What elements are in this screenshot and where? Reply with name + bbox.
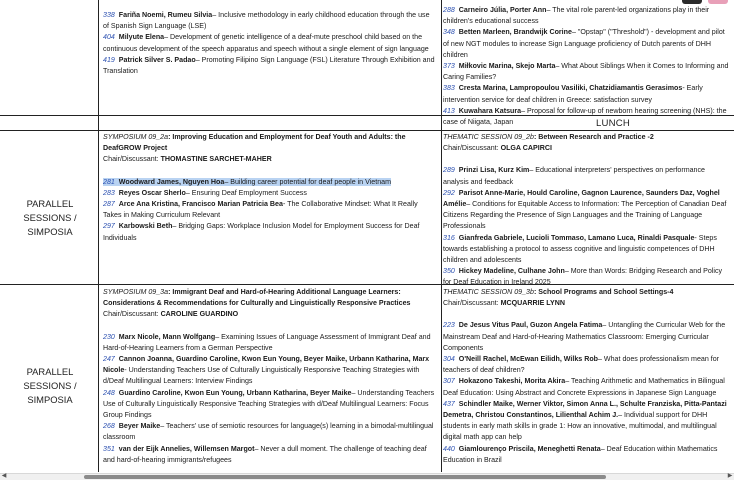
list-item: 440 Giamlourenço Priscila, Meneghetti Renata– Deaf Education within Mathematics Education in Brazil [443, 444, 718, 464]
session-09-3b-cell [443, 287, 732, 472]
toolbar-button-dark[interactable] [682, 0, 702, 4]
session-09-2a-cell [103, 132, 437, 283]
toolbar-button-pink[interactable] [708, 0, 728, 4]
list-item: 413 Kuwahara Katsura– Proposal for follow-up of newborn hearing screening (NHS): the case of Niigata, Japan [443, 106, 727, 127]
list-item: 292 Parisot Anne-Marie, Hould Caroline, Gagnon Laurence, Saunders Daz, Voghel Amélie– Conditions for Equitable Access to Information: The Perception of Canadian Deaf Citizens Regarding the Presence of Sign Languages and the Training of Language Professionals [443, 188, 727, 231]
chair-line: Chair/Discussant: MCQUARRIE LYNN [443, 299, 565, 308]
col-divider-1 [98, 0, 99, 472]
list-item[interactable]: 281 Woodward James, Nguyen Hoa– Building career potential for deaf people in Vietnam [103, 177, 391, 186]
list-item: 230 Marx Nicole, Mann Wolfgang– Examining Issues of Language Assessment of Immigrant Deaf and Hard-of-Hearing Learners from a German Perspective [103, 332, 431, 352]
chair-line: Chair/Discussant: CAROLINE GUARDINO [103, 310, 239, 319]
list-item: 287 Arce Ana Kristina, Francisco Marian Patricia Bea- The Collaborative Mindset: What It Really Takes in Making Curriculum Relevant [103, 200, 418, 220]
lunch-label: LUNCH [596, 118, 631, 129]
list-item: 307 Hokazono Takeshi, Morita Akira– Teaching Arithmetic and Mathematics in Bilingual Deaf Education: Using Abstract and Concrete Expressions in Japanese Sign Language [443, 377, 725, 397]
list-item: 373 Miłkovic Marina, Skejo Marta– What About Siblings When it Comes to Informing and Caring Families? [443, 62, 729, 82]
list-item: 248 Guardino Caroline, Kwon Eun Young, Urbann Katharina, Beyer Maike– Understanding Teachers Use of Culturally Linguistically Responsive Teaching Strategies with d/Deaf Multilingual Learners: Focus Group Findings [103, 388, 435, 420]
session-09-3a-cell [103, 287, 437, 472]
row-divider-lunch [0, 130, 734, 131]
chair-line: Chair/Discussant: OLGA CAPIRCI [443, 144, 552, 153]
list-item: 419 Patrick Silver S. Padao– Promoting Filipino Sign Language (FSL) Literature Through Exhibition and Translation [103, 55, 435, 76]
col-divider-2 [441, 0, 442, 472]
session-09-2b-cell [443, 132, 732, 287]
list-item: 297 Karbowski Beth– Bridging Gaps: Workplace Inclusion Model for Employment Success for Deaf Individuals [103, 222, 420, 242]
list-item: 247 Cannon Joanna, Guardino Caroline, Kwon Eun Young, Beyer Maike, Urbann Katharina, Marx Nicole- Understanding Teachers Use of Culturally Linguistically Responsive Teaching Strategies with d/Deaf Multilingual Learners: Interview Findings [103, 355, 430, 386]
list-item: 268 Beyer Maike– Teachers' use of semiotic resources for language(s) learning in a bimodal-multilingual classroom [103, 422, 434, 442]
list-item: 437 Schindler Maike, Werner Viktor, Simon Anna L., Schulte Franziska, Pitta-Pantazi Demetra, Christou Constantinos, Lilienthal Achim J.– Individual support for DHH students in early math skills in grade 1: How an innovative, multimodal, and multilingual digital math app can help [443, 399, 727, 442]
list-item: 383 Cresta Marina, Lampropoulou Vasiliki, Chatzidiamantis Gerasimos- Early intervention service for deaf children in Greece: satisfaction survey [443, 84, 703, 104]
list-item: 348 Betten Marleen, Brandwijk Corine– "Opstap" ("Threshold") - development and pilot of new NGT modules to increase Sign Language proficiency of Dutch parents of DHH children [443, 28, 725, 59]
list-item: 288 Carneiro Júlia, Porter Ann– The vital role parent-led organizations play in their children's educational success [443, 6, 710, 26]
list-item: 404 Milyute Elena– Development of genetic intelligence of a deaf-mute preschool child based on the continuous development of the speech apparatus and speech without a single element of sign language [103, 33, 429, 53]
list-item: 304 O'Neill Rachel, McEwan Eilidh, Wilks Rob– What does professionalism mean for teachers of deaf children? [443, 355, 720, 375]
session-heading: THEMATIC SESSION 09_2b: Between Research and Practice -2 [443, 133, 654, 141]
list-item: 223 De Jesus Vitus Paul, Guzon Angela Fatima– Untangling the Curricular Web for the Mainstream Deaf and Hard-of-Hearing Mathematics Classroom: Emerging Curricular Components [443, 321, 726, 352]
row-label-parallel-sessions-2: PARALLEL SESSIONS / SIMPOSIA [23, 366, 77, 405]
list-item: 350 Hickey Madeline, Culhane John– More than Words: Bridging Research and Policy for Deaf Education in Ireland 2025 [443, 267, 723, 287]
list-item: 338 Fariña Noemi, Rumeu Silvia– Inclusive methodology in early childhood education through the use of Spanish Sign Language (LSE) [103, 11, 430, 31]
list-item: 316 Gianfreda Gabriele, Lucioli Tommaso, Lamano Luca, Rinaldi Pasquale- Steps towards establishing a protocol to assess cognitive and linguistic competences of DHH children and adolescents [443, 233, 717, 265]
top-left-cell [103, 10, 437, 114]
list-item: 351 van der Eijk Annelies, Willemsen Margot– Never a dull moment. The challenge of teaching deaf and hard-of-hearing immigrants/refugees [103, 444, 427, 464]
session-heading: SYMPOSIUM 09_2a: Improving Education and Employment for Deaf Youth and Adults: the DeafGROW Project [103, 133, 406, 153]
list-item: 289 Prinzi Lisa, Kurz Kim– Educational interpreters' perspectives on performance analysis and feedback [443, 166, 705, 186]
list-item: 283 Reyes Oscar Sherlo– Ensuring Deaf Employment Success [103, 188, 307, 197]
session-heading: THEMATIC SESSION 09_3b: School Programs and School Settings-4 [443, 288, 674, 296]
row-label-parallel-sessions-1: PARALLEL SESSIONS / SIMPOSIA [23, 198, 77, 237]
scroll-left-arrow-icon[interactable]: ◀ [1, 473, 7, 479]
chair-line: Chair/Discussant: THOMASTINE SARCHET-MAHER [103, 155, 272, 164]
scroll-right-arrow-icon[interactable]: ▶ [727, 473, 733, 479]
scrollbar-thumb[interactable] [84, 475, 606, 479]
session-heading: SYMPOSIUM 09_3a: Immigrant Deaf and Hard-of-Hearing Additional Language Learners: Considerations & Recommendations for Culturally and Linguistically Responsive Practices [103, 288, 411, 308]
